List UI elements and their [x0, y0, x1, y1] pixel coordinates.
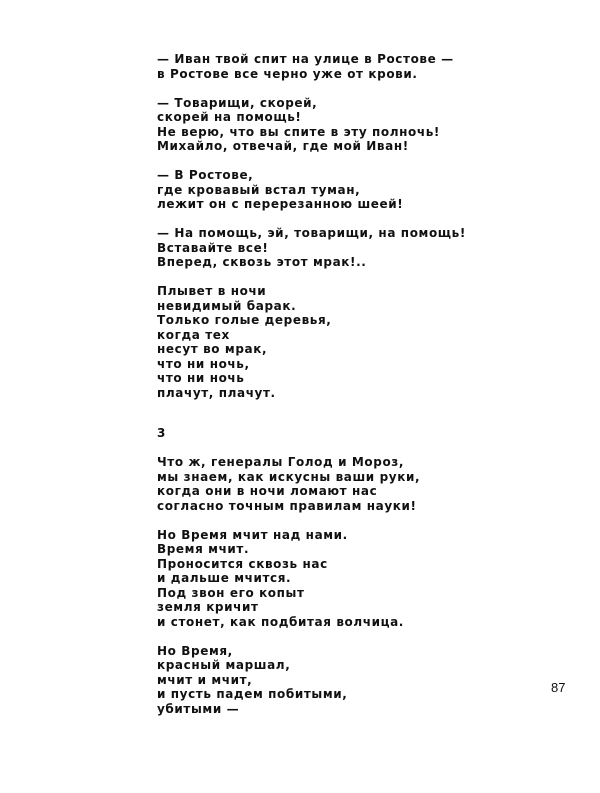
poem-line: лежит он с перерезанною шеей! [157, 197, 404, 211]
poem-line: мчит и мчит, [157, 672, 253, 687]
poem-line: — На помощь, эй, товарищи, на помощь! [157, 226, 466, 240]
stanza [157, 168, 487, 212]
poem-line: Не верю, что вы спите в эту полночь! [157, 124, 441, 139]
poem-line: невидимый барак. [157, 298, 297, 313]
poem-line: что ни ночь, [157, 356, 250, 371]
poem-line: Что ж, генералы Голод и Мороз, [157, 455, 405, 469]
poem-line: убитыми — [157, 701, 240, 716]
poem-line: — В Ростове, [157, 168, 254, 182]
stanza [157, 96, 487, 154]
stanza [157, 226, 487, 270]
poem-line: земля кричит [157, 600, 259, 614]
poem-line: согласно точным правилам науки! [157, 498, 417, 513]
poem-part-3 [157, 455, 487, 716]
stanza [157, 455, 487, 513]
poem-text [157, 52, 487, 731]
poem-line: и стонет, как подбитая волчица. [157, 614, 404, 629]
poem-line: Под звон его копыт [157, 585, 305, 600]
poem-line: плачут, плачут. [157, 385, 276, 400]
poem-line: когда тех [157, 327, 230, 342]
poem-line: скорей на помощь! [157, 110, 302, 124]
poem-line: красный маршал, [157, 658, 291, 672]
poem-line: несут во мрак, [157, 342, 268, 356]
section-number: 3 [157, 426, 166, 440]
poem-line: — Иван твой спит на улице в Ростове — [157, 52, 454, 66]
poem-line: Вперед, сквозь этот мрак!.. [157, 255, 367, 269]
poem-line: мы знаем, как искусны ваши руки, [157, 469, 421, 484]
poem-line: Время мчит. [157, 542, 250, 556]
poem-line: Но Время мчит над нами. [157, 527, 348, 542]
stanza [157, 52, 487, 81]
poem-line: что ни ночь [157, 371, 245, 385]
poem-line: когда они в ночи ломают нас [157, 484, 378, 498]
poem-line: Плывет в ночи [157, 284, 267, 298]
stanza [157, 528, 487, 630]
poem-line: где кровавый встал туман, [157, 182, 361, 197]
stanza [157, 284, 487, 400]
poem-line: — Товарищи, скорей, [157, 95, 318, 110]
poem-part-2 [157, 52, 487, 400]
poem-line: Проносится сквозь нас [157, 556, 328, 571]
poem-line: и дальше мчится. [157, 571, 292, 585]
page-number: 87 [551, 680, 566, 695]
stanza [157, 644, 487, 717]
poem-line: Михайло, отвечай, где мой Иван! [157, 139, 409, 153]
poem-line: Но Время, [157, 643, 233, 658]
poem-line: Только голые деревья, [157, 313, 332, 327]
poem-line: и пусть падем побитыми, [157, 687, 348, 701]
poem-line: в Ростове все черно уже от крови. [157, 66, 418, 81]
poem-line: Вставайте все! [157, 240, 269, 255]
